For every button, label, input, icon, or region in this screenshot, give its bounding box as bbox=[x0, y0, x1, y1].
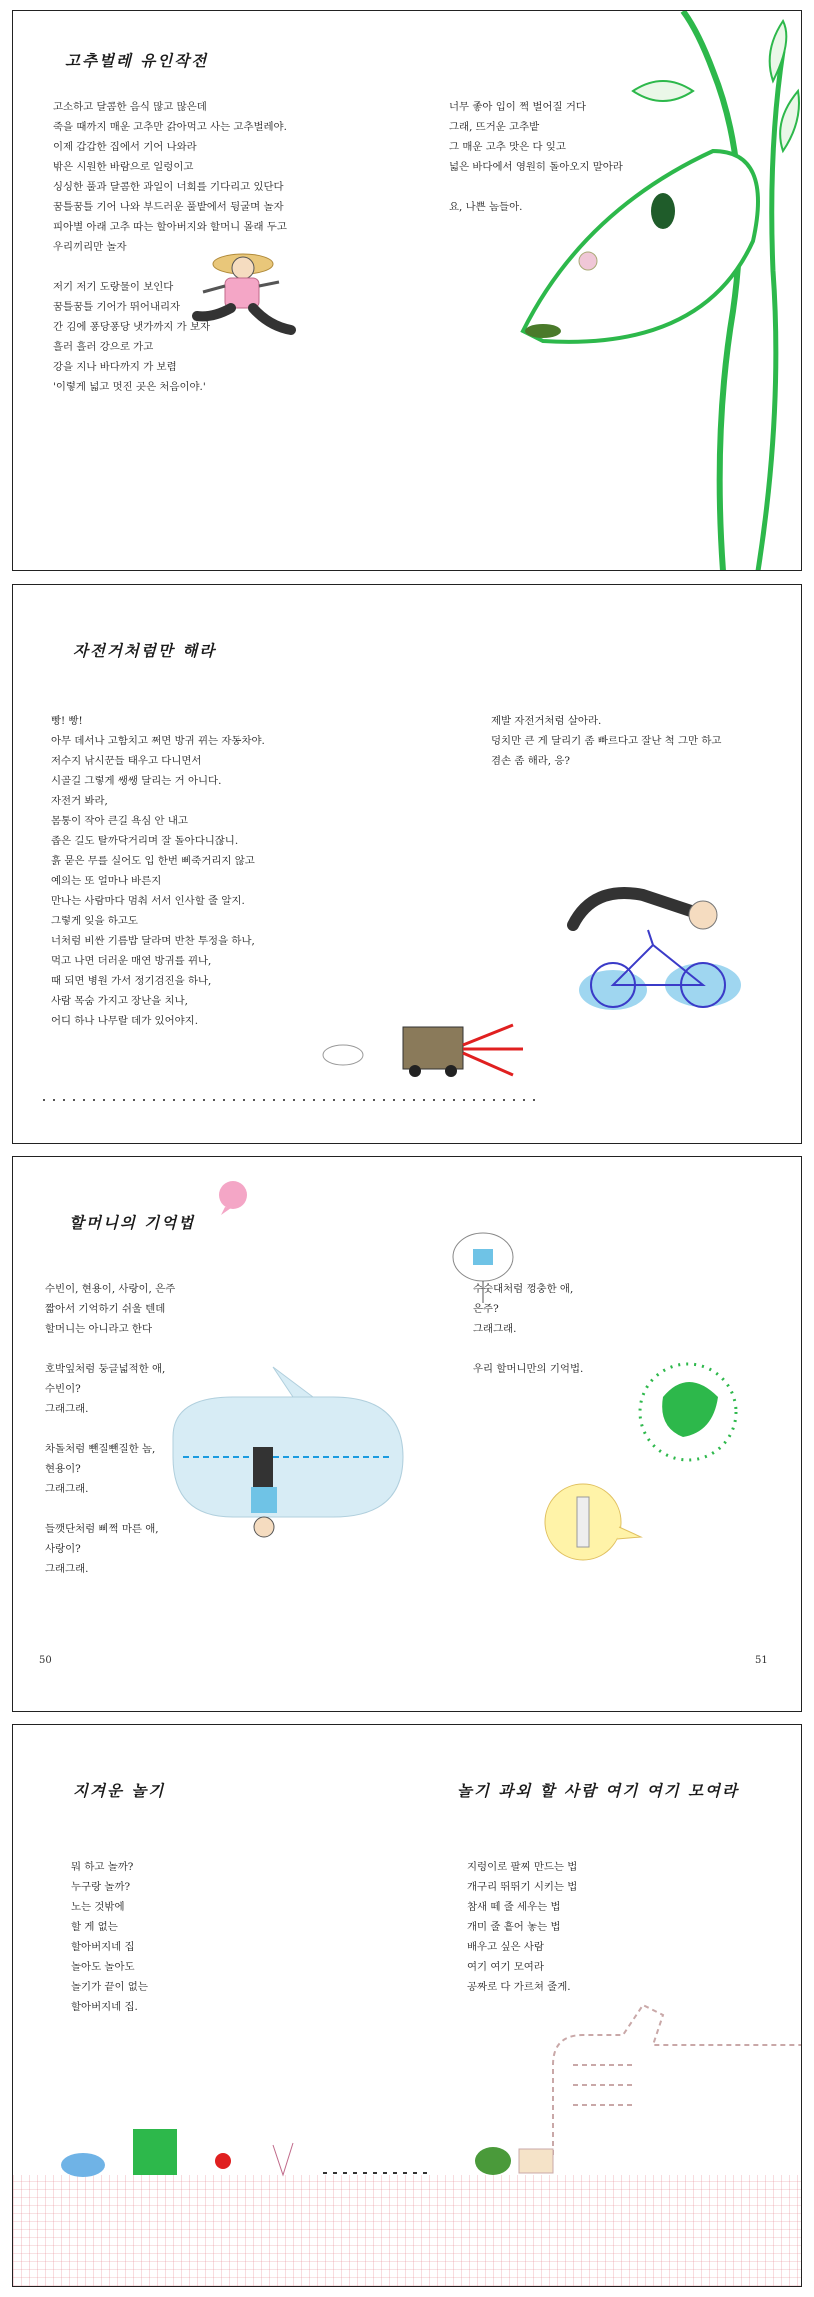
poem-line: 배우고 싶은 사람 bbox=[467, 1941, 544, 1953]
poem-line: 현용이? bbox=[45, 1463, 81, 1475]
poem-line: 지렁이로 팔찌 만드는 법 bbox=[467, 1861, 578, 1873]
page-number-right: 51 bbox=[755, 1655, 768, 1666]
poem-line: 자전거 봐라, bbox=[51, 795, 108, 807]
poem-right-column bbox=[491, 711, 721, 771]
poem-line bbox=[473, 1339, 583, 1359]
poem-line: 너처럼 비싼 기름밥 달라며 반찬 투정을 하나, bbox=[51, 935, 255, 947]
poem-line: 싱싱한 풀과 달콤한 과일이 너희를 기다리고 있단다 bbox=[53, 181, 284, 193]
poem-line: 흙 묻은 무를 실어도 입 한번 삐죽거리지 않고 bbox=[51, 855, 255, 867]
poem-line: 할머니는 아니라고 한다 bbox=[45, 1323, 152, 1335]
poem-line: 강을 지나 바다까지 가 보렴 bbox=[53, 361, 177, 373]
poem-line: 누구랑 놀까? bbox=[71, 1881, 131, 1893]
poem-line: 고소하고 달콤한 음식 많고 많은데 bbox=[53, 101, 207, 113]
poem-line: 제발 자전거처럼 살아라. bbox=[491, 715, 602, 727]
poem-line: 그렇게 잊을 하고도 bbox=[51, 915, 138, 927]
poem-line: 개구리 뛰뛰기 시키는 법 bbox=[467, 1881, 578, 1893]
poem-line: 그래그래. bbox=[473, 1323, 517, 1335]
poem-line: 덩치만 큰 게 달리기 좀 빠르다고 잘난 척 그만 하고 bbox=[491, 735, 722, 747]
poem-line: 들깻단처럼 삐쩍 마른 애, bbox=[45, 1523, 159, 1535]
poem-line: 그래그래. bbox=[45, 1563, 89, 1575]
poem-line: 꿈틀꿈틀 기어가 뛰어내리자 bbox=[53, 301, 181, 313]
leaf-illustration bbox=[633, 1357, 743, 1467]
poem-line: 공짜로 다 가르쳐 줄게. bbox=[467, 1981, 571, 1993]
poem-line: 이제 갑갑한 집에서 기어 나와라 bbox=[53, 141, 197, 153]
poem-line: 간 김에 퐁당퐁당 냇가까지 가 보자 bbox=[53, 321, 211, 333]
poem-line: 사랑이? bbox=[45, 1543, 81, 1555]
poem-line: 우리끼리만 놀자 bbox=[53, 241, 127, 253]
bicycle-rider-illustration bbox=[553, 845, 753, 1045]
poem-line: 몸통이 작아 큰길 욕심 안 내고 bbox=[51, 815, 188, 827]
poem-title-left: 지겨운 놀기 bbox=[73, 1782, 166, 1800]
poem-line: 밖은 시원한 바람으로 일렁이고 bbox=[53, 161, 194, 173]
poem-title: 고추벌레 유인작전 bbox=[65, 52, 209, 70]
caterpillar-illustration bbox=[651, 193, 675, 229]
poem-line: 요, 나쁜 놈들아. bbox=[449, 201, 523, 213]
poem-line: 예의는 또 얼마나 바른지 bbox=[51, 875, 162, 887]
lantern-illustration bbox=[443, 1227, 523, 1307]
poem-title-right: 놀기 과외 할 사람 여기 여기 모여라 bbox=[457, 1782, 740, 1800]
poem-line: 그 매운 고추 맛은 다 잊고 bbox=[449, 141, 566, 153]
poem-line: 넓은 바다에서 영원히 돌아오지 말아라 bbox=[449, 161, 623, 173]
page-number-left: 50 bbox=[39, 1655, 52, 1666]
poem-line: 여기 여기 모여라 bbox=[467, 1961, 544, 1973]
spread-bicycle bbox=[12, 584, 802, 1144]
poem-line: 노는 것밖에 bbox=[71, 1901, 125, 1913]
poem-line: 때 되면 병원 가서 정기검진을 하나, bbox=[51, 975, 212, 987]
poem-line: 우리 할머니만의 기억법. bbox=[473, 1363, 584, 1375]
poem-line: 할아버지네 집. bbox=[71, 2001, 138, 2013]
poem-line: 너무 좋아 입이 쩍 벌어질 거다 bbox=[449, 101, 586, 113]
poem-line: 수빈이? bbox=[45, 1383, 81, 1395]
poem-left-column bbox=[71, 1857, 148, 2017]
pepper-plant-illustration bbox=[483, 11, 802, 571]
poem-line: 피아별 아래 고추 따는 할아버지와 할머니 몰래 두고 bbox=[53, 221, 287, 233]
spread-boring-play bbox=[12, 1724, 802, 2287]
poem-line: 만나는 사람마다 멈춰 서서 인사할 줄 알지. bbox=[51, 895, 245, 907]
poem-line: 그래그래. bbox=[45, 1403, 89, 1415]
poem-line: 할 게 없는 bbox=[71, 1921, 118, 1933]
poem-line: 아무 데서나 고함치고 쩌면 방귀 뀌는 자동차야. bbox=[51, 735, 265, 747]
poem-line: '이렇게 넓고 멋진 곳은 처음이야.' bbox=[53, 381, 206, 393]
poem-line: 어디 하나 나무랄 데가 있어야지. bbox=[51, 1015, 198, 1027]
spread-pepper-worm bbox=[12, 10, 802, 571]
dotted-road bbox=[43, 1095, 543, 1105]
poem-line: 시골길 그렇게 쌩쌩 달리는 거 아니다. bbox=[51, 775, 222, 787]
poem-line: 흘러 흘러 강으로 가고 bbox=[53, 341, 154, 353]
poem-line: 저수지 낚시꾼들 태우고 다니면서 bbox=[51, 755, 202, 767]
truck-illustration bbox=[313, 1005, 543, 1095]
poem-line: 저기 저기 도랑물이 보인다 bbox=[53, 281, 174, 293]
poem-line: 죽을 때까지 매운 고추만 갉아먹고 사는 고추벌레야. bbox=[53, 121, 287, 133]
poem-line: 개미 줄 흩어 놓는 법 bbox=[467, 1921, 561, 1933]
poem-line: 놀아도 놀아도 bbox=[71, 1961, 135, 1973]
yard-objects-illustration bbox=[53, 2115, 573, 2185]
poem-line: 수빈이, 현용이, 사랑이, 은주 bbox=[45, 1283, 176, 1295]
poem-title: 할머니의 기억법 bbox=[69, 1214, 196, 1232]
poem-line: 좁은 길도 탈까닥거리며 잘 돌아다니잖니. bbox=[51, 835, 239, 847]
speech-bubble-illustration bbox=[153, 1367, 413, 1567]
spread-grandma-memory bbox=[12, 1156, 802, 1712]
poem-line: 그래그래. bbox=[45, 1483, 89, 1495]
poem-line: 놀기가 끝이 없는 bbox=[71, 1981, 148, 1993]
poem-line: 수숫대처럼 껑충한 애, bbox=[473, 1283, 574, 1295]
poem-line: 차돌처럼 뺀질뺀질한 놈, bbox=[45, 1443, 156, 1455]
poem-line bbox=[45, 1339, 175, 1359]
poem-line: 먹고 나면 더러운 매연 방귀를 뀌나, bbox=[51, 955, 212, 967]
poem-right-column bbox=[467, 1857, 577, 1997]
small-pink-badge-icon bbox=[213, 1177, 253, 1217]
poem-line: 겸손 좀 해라, 응? bbox=[491, 755, 571, 767]
poem-line: 빵! 빵! bbox=[51, 715, 83, 727]
poem-line: 은주? bbox=[473, 1303, 499, 1315]
poem-line: 그래, 뜨거운 고추밭 bbox=[449, 121, 540, 133]
poem-left-column bbox=[51, 711, 265, 1031]
poem-line: 할아버지네 집 bbox=[71, 1941, 135, 1953]
poem-line: 짧아서 기억하기 쉬울 텐데 bbox=[45, 1303, 166, 1315]
poem-line: 사람 목숨 가지고 장난을 치나, bbox=[51, 995, 188, 1007]
poem-line: 꿈틀꿈틀 기어 나와 부드러운 풀밭에서 뒹굴며 놀자 bbox=[53, 201, 284, 213]
poem-line: 호박잎처럼 둥글넓적한 애, bbox=[45, 1363, 166, 1375]
poem-line: 참새 떼 줄 세우는 법 bbox=[467, 1901, 561, 1913]
yellow-bubble-illustration bbox=[533, 1467, 643, 1577]
poem-line: 뭐 하고 놀까? bbox=[71, 1861, 134, 1873]
poem-title: 자전거처럼만 해라 bbox=[73, 642, 217, 660]
running-child-illustration bbox=[173, 246, 323, 366]
